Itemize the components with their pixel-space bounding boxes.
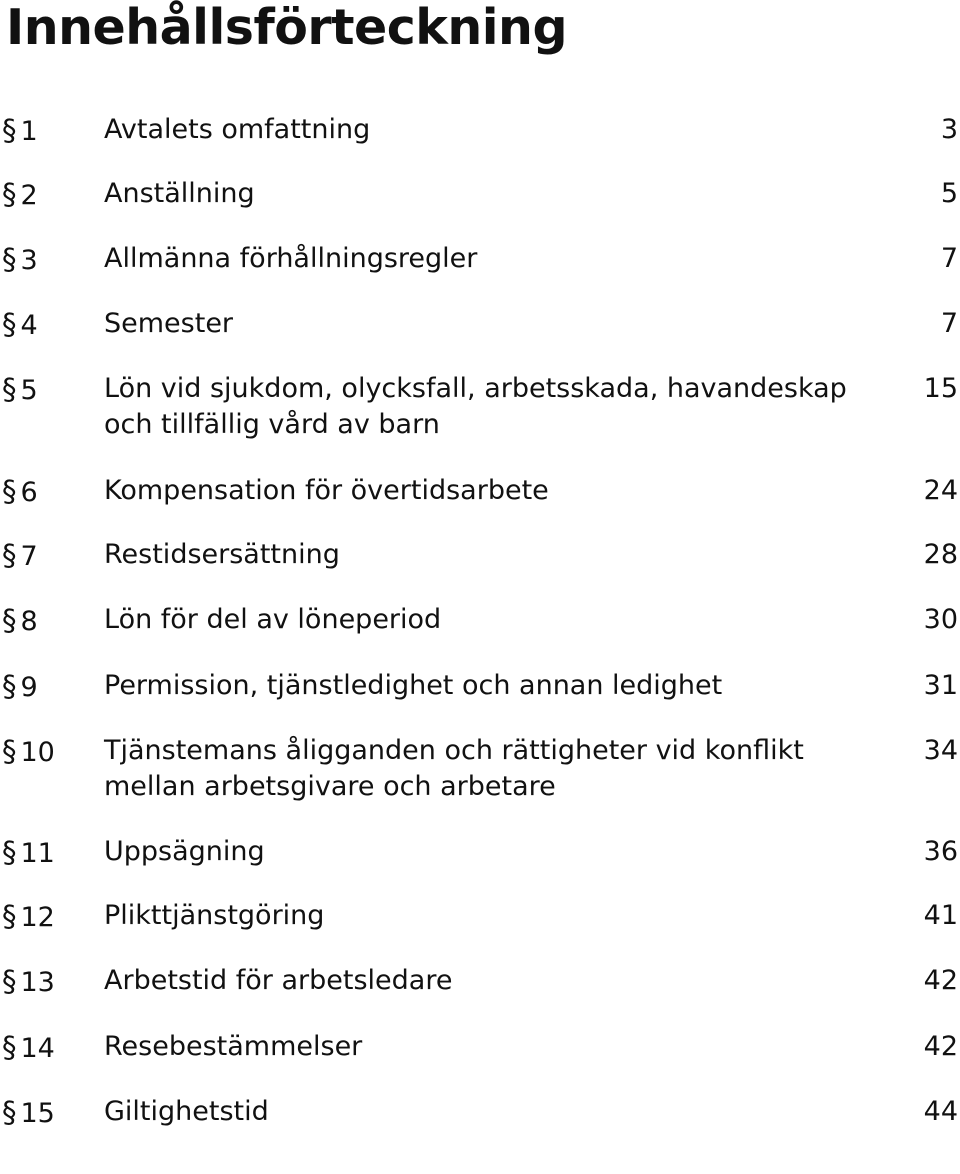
entry-title-line: Resebestämmelser (104, 1031, 363, 1062)
page-number: 24 (923, 475, 958, 506)
section-number (2, 241, 38, 279)
page-number: 42 (923, 1031, 958, 1062)
section-number (2, 112, 38, 150)
entry-title (104, 241, 844, 277)
section-symbol: § (2, 734, 17, 768)
section-index: 1 (20, 116, 38, 147)
entry-title (104, 112, 844, 148)
section-index: 4 (20, 310, 38, 341)
section-symbol: § (2, 538, 17, 572)
entry-title-line: Lön vid sjukdom, olycksfall, arbetsskada, havandeskap (104, 373, 847, 404)
section-number (2, 733, 55, 771)
section-number (2, 176, 38, 214)
page-number: 34 (923, 735, 958, 766)
entry-title-line: Plikttjänstgöring (104, 900, 325, 931)
entry-title (104, 306, 844, 342)
entry-title (104, 371, 847, 443)
section-index: 13 (20, 967, 55, 998)
entry-title-line: Semester (104, 308, 234, 339)
section-index: 2 (20, 180, 38, 211)
section-number (2, 306, 38, 344)
section-number (2, 537, 38, 575)
section-index: 5 (20, 375, 38, 406)
page-number: 31 (923, 670, 958, 701)
entry-title-line: Avtalets omfattning (104, 114, 371, 145)
entry-title-line: Permission, tjänstledighet och annan ledighet (104, 670, 723, 701)
section-index: 11 (20, 838, 55, 869)
section-symbol: § (2, 177, 17, 211)
section-number (2, 834, 55, 872)
section-index: 15 (20, 1098, 55, 1129)
section-symbol: § (2, 307, 17, 341)
page-number: 36 (923, 836, 958, 867)
section-symbol: § (2, 899, 17, 933)
toc-entry (0, 733, 960, 813)
page-number: 42 (923, 965, 958, 996)
entry-title-line: Anställning (104, 178, 255, 209)
section-number (2, 473, 38, 511)
section-symbol: § (2, 835, 17, 869)
section-symbol: § (2, 964, 17, 998)
entry-title-line: Allmänna förhållningsregler (104, 243, 478, 274)
entry-title (104, 176, 844, 212)
section-number (2, 1029, 55, 1067)
page-number: 28 (923, 539, 958, 570)
entry-title-line: Arbetstid för arbetsledare (104, 965, 453, 996)
page-title: Innehållsförteckning (6, 0, 568, 56)
section-number (2, 963, 55, 1001)
section-index: 9 (20, 672, 38, 703)
section-symbol: § (2, 474, 17, 508)
page-number: 41 (923, 900, 958, 931)
toc-entry (0, 371, 960, 451)
entry-title-line: Tjänstemans åligganden och rättigheter vid konflikt (104, 735, 804, 766)
page-number: 7 (940, 308, 958, 339)
section-number (2, 602, 38, 640)
entry-title-line: Uppsägning (104, 836, 265, 867)
section-index: 10 (20, 737, 55, 768)
section-number (2, 1094, 55, 1132)
section-index: 12 (20, 902, 55, 933)
entry-title (104, 473, 844, 509)
section-symbol: § (2, 372, 17, 406)
section-index: 3 (20, 245, 38, 276)
entry-title-line: Kompensation för övertidsarbete (104, 475, 549, 506)
page-number: 5 (940, 178, 958, 209)
section-symbol: § (2, 669, 17, 703)
page-number: 7 (940, 243, 958, 274)
section-index: 8 (20, 606, 38, 637)
section-symbol: § (2, 1095, 17, 1129)
entry-title (104, 1029, 844, 1065)
page-number: 15 (923, 373, 958, 404)
section-symbol: § (2, 113, 17, 147)
entry-title (104, 1094, 844, 1130)
page-number: 3 (940, 114, 958, 145)
page-number: 44 (923, 1096, 958, 1127)
entry-title-line: Restidsersättning (104, 539, 340, 570)
section-index: 14 (20, 1033, 55, 1064)
entry-title-line: och tillfällig vård av barn (104, 409, 440, 440)
section-number (2, 668, 38, 706)
entry-title-line: Giltighetstid (104, 1096, 269, 1127)
page-number: 30 (923, 604, 958, 635)
section-number (2, 898, 55, 936)
section-number (2, 371, 38, 409)
entry-title-line: Lön för del av löneperiod (104, 604, 442, 635)
entry-title (104, 602, 844, 638)
toc-entry (0, 1094, 960, 1174)
entry-title-line: mellan arbetsgivare och arbetare (104, 771, 556, 802)
entry-title (104, 733, 844, 805)
section-index: 7 (20, 541, 38, 572)
section-index: 6 (20, 477, 38, 508)
entry-title (104, 834, 844, 870)
section-symbol: § (2, 242, 17, 276)
entry-title (104, 898, 844, 934)
entry-title (104, 668, 844, 704)
section-symbol: § (2, 1030, 17, 1064)
entry-title (104, 963, 844, 999)
section-symbol: § (2, 603, 17, 637)
entry-title (104, 537, 844, 573)
